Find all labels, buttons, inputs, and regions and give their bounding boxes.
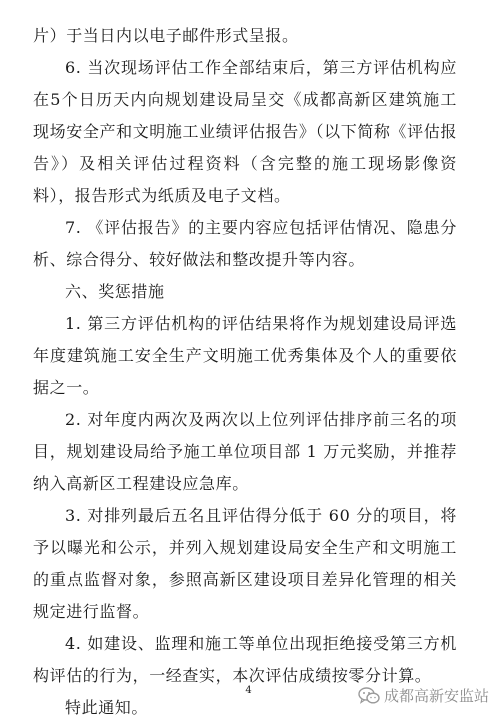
paragraph-continuation: 片）于当日内以电子邮件形式呈报。 <box>33 26 299 45</box>
section-paragraph-4: 4. 如建设、监理和施工等单位出现拒绝接受第三方机构评估的行为，一经查实，本次评估成绩按零分计算。 <box>33 634 457 685</box>
section-heading: 六、奖惩措施 <box>65 282 165 301</box>
section-paragraph-3: 3. 对排列最后五名且评估得分低于 60 分的项目，将予以曝光和公示，并列入规划建设局安全生产和文明施工的重点监督对象，参照高新区建设项目差异化管理的相关规定进行监督。 <box>33 506 457 621</box>
page-number: 4 <box>245 685 252 696</box>
section-paragraph-1: 1. 第三方评估机构的评估结果将作为规划建设局评选年度建筑施工安全生产文明施工优秀集体及个人的重要依据之一。 <box>33 314 457 397</box>
watermark-text: 成都高新安监站 <box>383 687 489 705</box>
paragraph-item-7: 7. 《评估报告》的主要内容应包括评估情况、隐患分析、综合得分、较好做法和整改提升等内容。 <box>33 218 457 269</box>
wechat-icon <box>358 687 380 705</box>
section-paragraph-2: 2. 对年度内两次及两次以上位列评估排序前三名的项目，规划建设局给予施工单位项目部 1 万元奖励，并推荐纳入高新区工程建设应急库。 <box>33 410 457 493</box>
watermark <box>358 686 489 706</box>
paragraph-item-6: 6. 当次现场评估工作全部结束后，第三方评估机构应在5个日历天内向规划建设局呈交《成都高新区建筑施工现场安全产和文明施工业绩评估报告》（以下简称《评估报告》）及相关评估过程资料（含完整的施工现场影像资料），报告形式为纸质及电子文档。 <box>33 58 457 205</box>
closing-line: 特此通知。 <box>65 698 149 717</box>
